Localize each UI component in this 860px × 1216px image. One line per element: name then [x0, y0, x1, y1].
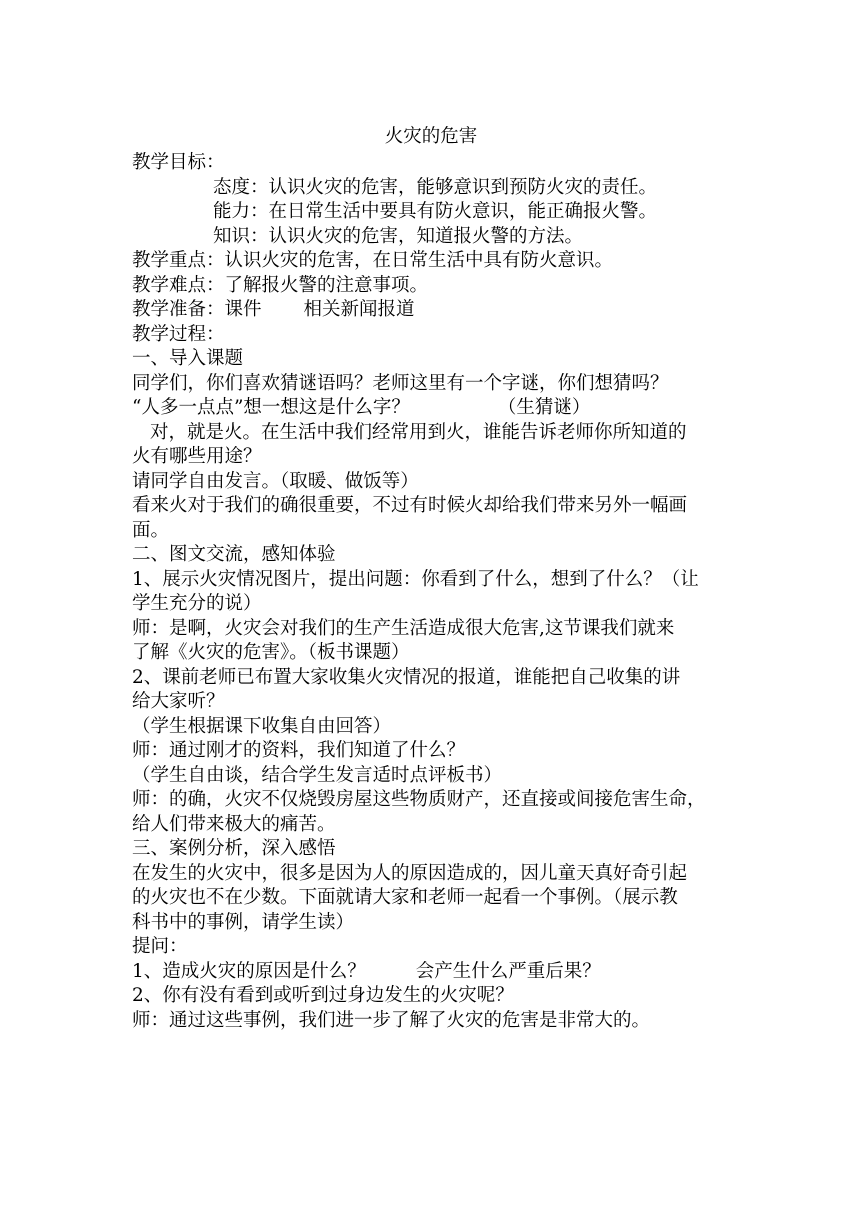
- section-heading-process: 教学过程：: [132, 323, 225, 345]
- paragraph-line: 师：是啊，火灾会对我们的生产生活造成很大危害,这节课我们就来: [132, 617, 675, 639]
- paragraph-line: （学生自由谈，结合学生发言适时点评板书）: [132, 764, 503, 786]
- paragraph-line: 师：通过刚才的资料，我们知道了什么？: [132, 740, 466, 761]
- teaching-preparation: [132, 298, 730, 323]
- paragraph-line: 火有哪些用途？: [132, 446, 262, 467]
- paragraph-line: 给大家听？: [132, 691, 225, 712]
- section-heading-intro: 一、导入课题: [132, 348, 244, 369]
- paragraph-line: 2、你有没有看到或听到过身边发生的火灾呢？: [132, 985, 514, 1006]
- objective-ability: 能力：在日常生活中要具有防火意识，能正确报火警。: [213, 201, 658, 222]
- section-heading-objectives: 教学目标：: [132, 152, 225, 173]
- paragraph-line: 的火灾也不在少数。下面就请大家和老师一起看一个事例。（展示教: [132, 887, 678, 908]
- section-heading-case: 三、案例分析，深入感悟: [132, 838, 336, 859]
- paragraph-line: 对，就是火。在生活中我们经常用到火，谁能告诉老师你所知道的: [150, 421, 687, 443]
- paragraph-line: 提问：: [132, 936, 188, 957]
- riddle-text: “人多一点点”想一想这是什么字？: [132, 397, 410, 418]
- paragraph-line: 在发生的火灾中，很多是因为人的原因造成的，因儿童天真好奇引起: [132, 862, 688, 884]
- question-line: [132, 960, 730, 985]
- paragraph-line: 给人们带来极大的痛苦。: [132, 813, 336, 835]
- paragraph-line: 面。: [132, 519, 170, 541]
- preparation-courseware: 教学准备：课件: [132, 299, 262, 320]
- paragraph-line: 科书中的事例，请学生读）: [132, 911, 355, 933]
- riddle-line: [132, 396, 730, 421]
- paragraph-line: 看来火对于我们的确很重要，不过有时候火却给我们带来另外一幅画: [132, 495, 688, 516]
- objective-knowledge: 知识：认识火灾的危害，知道报火警的方法。: [213, 225, 584, 247]
- paragraph-line: 师：的确，火灾不仅烧毁房屋这些物质财产，还直接或间接危害生命，: [132, 789, 706, 810]
- paragraph-line: 师：通过这些事例，我们进一步了解了火灾的危害是非常大的。: [132, 1009, 651, 1031]
- riddle-note: （生猜谜）: [497, 397, 591, 418]
- paragraph-line: 学生充分的说）: [132, 593, 262, 614]
- paragraph-line: 1、展示火灾情况图片，提出问题：你看到了什么，想到了什么？（让: [132, 568, 699, 590]
- question-consequence: 会产生什么严重后果？: [415, 960, 601, 982]
- paragraph-line: 了解《火灾的危害》。（板书课题）: [132, 642, 410, 663]
- teaching-focus: 教学重点：认识火灾的危害，在日常生活中具有防火意识。: [132, 250, 614, 271]
- document-title: 火灾的危害: [384, 126, 478, 147]
- objective-attitude: 态度：认识火灾的危害，能够意识到预防火灾的责任。: [213, 176, 658, 198]
- section-heading-exchange: 二、图文交流，感知体验: [132, 544, 336, 565]
- document-page: [132, 123, 730, 1033]
- paragraph-line: 2、课前老师已布置大家收集火灾情况的报道，谁能把自己收集的讲: [132, 666, 681, 688]
- preparation-news: 相关新闻报道: [303, 299, 415, 320]
- paragraph-line: （学生根据课下收集自由回答）: [132, 715, 392, 737]
- paragraph-line: 同学们，你们喜欢猜谜语吗？老师这里有一个字谜，你们想猜吗？: [132, 372, 669, 394]
- teaching-difficulty: 教学难点：了解报火警的注意事项。: [132, 274, 429, 296]
- paragraph-line: 请同学自由发言。（取暖、做饭等）: [132, 470, 419, 492]
- question-cause: 1、造成火灾的原因是什么？: [132, 960, 366, 982]
